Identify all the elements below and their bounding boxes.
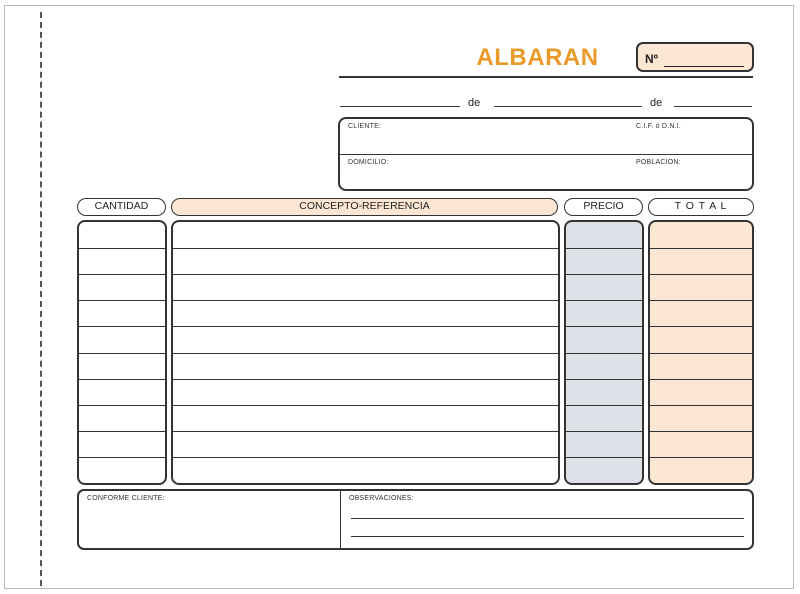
table-row-line [173, 326, 558, 327]
header-cantidad: CANTIDAD [77, 198, 166, 216]
observaciones-line[interactable] [351, 518, 744, 519]
cliente-label: CLIENTE: [348, 123, 382, 130]
table-row-line [79, 300, 165, 301]
perforation-line [40, 12, 42, 586]
column-total[interactable] [648, 220, 754, 485]
table-row-line [650, 457, 752, 458]
observaciones-line[interactable] [351, 536, 744, 537]
client-info-box [338, 117, 754, 191]
header-concepto: CONCEPTO-REFERENCIA [171, 198, 558, 216]
footer-divider [340, 491, 341, 548]
table-row-line [79, 326, 165, 327]
table-row-line [566, 405, 642, 406]
table-row-line [566, 431, 642, 432]
table-row-line [566, 326, 642, 327]
poblacion-label: POBLACION: [636, 159, 681, 166]
cif-label: C.I.F. ó D.N.I. [636, 123, 682, 130]
table-row-line [650, 300, 752, 301]
table-row-line [566, 353, 642, 354]
column-concepto[interactable] [171, 220, 560, 485]
number-underline [664, 66, 744, 67]
table-row-line [173, 431, 558, 432]
table-row-line [173, 379, 558, 380]
domicilio-label: DOMICILIO: [348, 159, 389, 166]
table-row-line [650, 248, 752, 249]
conforme-label: CONFORME CLIENTE: [87, 495, 165, 502]
table-row-line [173, 353, 558, 354]
table-row-line [650, 274, 752, 275]
table-row-line [566, 248, 642, 249]
title-rule [339, 76, 753, 78]
footer-box [77, 489, 754, 550]
column-cantidad[interactable] [77, 220, 167, 485]
table-row-line [173, 248, 558, 249]
table-row-line [650, 353, 752, 354]
client-divider [340, 154, 752, 155]
table-row-line [650, 405, 752, 406]
table-row-line [79, 405, 165, 406]
number-label: Nº [645, 52, 659, 66]
table-row-line [173, 300, 558, 301]
table-row-line [566, 300, 642, 301]
table-row-line [79, 457, 165, 458]
date-separator-1: de [468, 97, 481, 109]
table-row-line [79, 248, 165, 249]
header-total: T O T A L [648, 198, 754, 216]
table-row-line [79, 379, 165, 380]
date-day-line[interactable] [340, 106, 460, 107]
table-row-line [566, 274, 642, 275]
table-row-line [650, 326, 752, 327]
table-row-line [650, 431, 752, 432]
table-row-line [173, 457, 558, 458]
table-row-line [79, 274, 165, 275]
column-precio[interactable] [564, 220, 644, 485]
table-row-line [173, 405, 558, 406]
header-precio: PRECIO [564, 198, 643, 216]
table-row-line [79, 431, 165, 432]
table-row-line [173, 274, 558, 275]
table-row-line [650, 379, 752, 380]
document-number-box[interactable] [636, 42, 754, 72]
date-separator-2: de [650, 97, 663, 109]
date-year-line[interactable] [674, 106, 752, 107]
observaciones-label: OBSERVACIONES: [349, 495, 414, 502]
table-row-line [566, 379, 642, 380]
table-row-line [79, 353, 165, 354]
table-row-line [566, 457, 642, 458]
date-month-line[interactable] [494, 106, 642, 107]
document-title: ALBARAN [476, 44, 599, 71]
